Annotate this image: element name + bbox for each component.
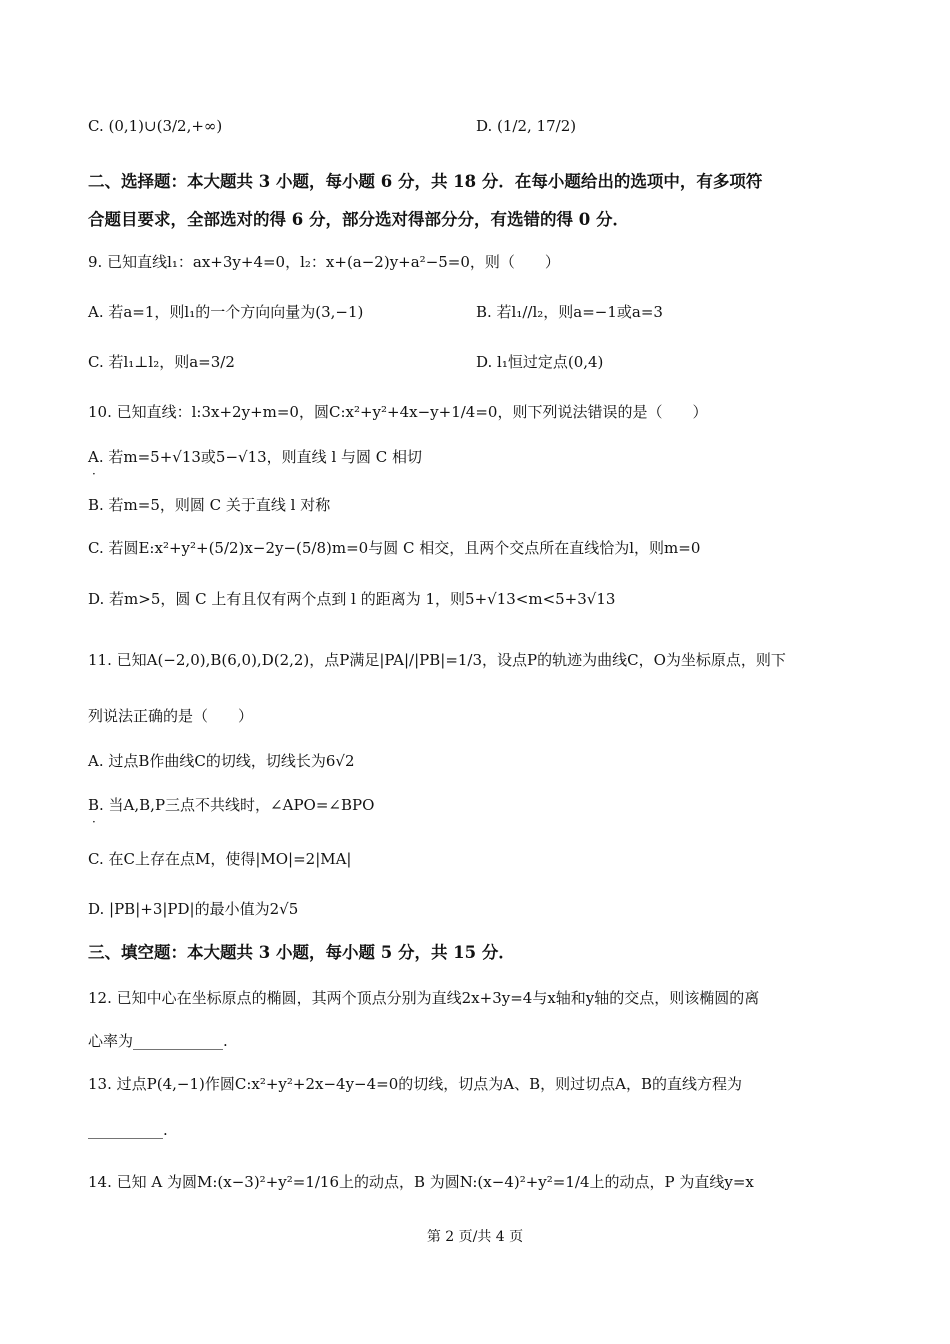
- section3-heading: 三、填空题：本大题共 3 小题，每小题 5 分，共 15 分．: [88, 943, 515, 962]
- q13-line1: 13. 过点P(4,−1)作圆C:x²+y²+2x−4y−4=0的切线，切点为A、B，则过切点A，B的直线方程为: [88, 1075, 742, 1093]
- q11-stem-line1: 11. 已知A(−2,0),B(6,0),D(2,2)，点P满足|PA|/|PB|=1/3，设点P的轨迹为曲线C，O为坐标原点，则下: [88, 651, 786, 669]
- q11-option-b: B. 当A,B,P三点不共线时，∠APO=∠BPO: [88, 796, 375, 814]
- q14-line1: 14. 已知 A 为圆M:(x−3)²+y²=1/16上的动点，B 为圆N:(x−4)²+y²=1/4上的动点，P 为直线y=x: [88, 1173, 754, 1191]
- q11-stem-line2: 列说法正确的是（ ）: [88, 707, 254, 725]
- q12-line1: 12. 已知中心在坐标原点的椭圆，其两个顶点分别为直线2x+3y=4与x轴和y轴的交点，则该椭圆的离: [88, 989, 760, 1007]
- q12-line2: 心率为____________.: [88, 1032, 228, 1050]
- page-footer: 第 2 页/共 4 页: [426, 1229, 524, 1245]
- q10-option-b: B. 若m=5，则圆 C 关于直线 l 对称: [88, 496, 331, 514]
- emphasis-dot: ·: [92, 815, 96, 829]
- section2-heading-line1: 二、选择题：本大题共 3 小题，每小题 6 分，共 18 分．在每小题给出的选项中，有多项符: [88, 172, 763, 191]
- q11-option-c: C. 在C上存在点M，使得|MO|=2|MA|: [88, 850, 352, 868]
- q10-option-c: C. 若圆E:x²+y²+(5/2)x−2y−(5/8)m=0与圆 C 相交，且两个交点所在直线恰为l，则m=0: [88, 539, 701, 557]
- q11-option-d: D. |PB|+3|PD|的最小值为2√5: [88, 900, 299, 918]
- option-d-top: D. (1/2, 17/2): [476, 117, 577, 135]
- q10-option-a: A. 若m=5+√13或5−√13，则直线 l 与圆 C 相切: [88, 448, 423, 466]
- q9-option-c: C. 若l₁⊥l₂，则a=3/2: [88, 353, 235, 371]
- q9-option-d: D. l₁恒过定点(0,4): [476, 353, 604, 371]
- q11-option-a: A. 过点B作曲线C的切线，切线长为6√2: [88, 752, 355, 770]
- q10-stem: 10. 已知直线：l:3x+2y+m=0，圆C:x²+y²+4x−y+1/4=0，则下列说法错误的是（ ）: [88, 403, 708, 421]
- option-c-top: C. (0,1)∪(3/2,+∞): [88, 117, 223, 135]
- q10-option-d: D. 若m>5，圆 C 上有且仅有两个点到 l 的距离为 1，则5+√13<m<5+3√13: [88, 590, 616, 608]
- section2-heading-line2: 合题目要求，全部选对的得 6 分，部分选对得部分分，有选错的得 0 分．: [88, 210, 629, 229]
- q13-line2: __________.: [88, 1121, 168, 1139]
- q9-option-a: A. 若a=1，则l₁的一个方向向量为(3,−1): [88, 303, 364, 321]
- q9-stem: 9. 已知直线l₁：ax+3y+4=0，l₂：x+(a−2)y+a²−5=0，则（ ）: [88, 253, 560, 271]
- emphasis-dot: ·: [92, 467, 96, 481]
- q9-option-b: B. 若l₁//l₂，则a=−1或a=3: [476, 303, 663, 321]
